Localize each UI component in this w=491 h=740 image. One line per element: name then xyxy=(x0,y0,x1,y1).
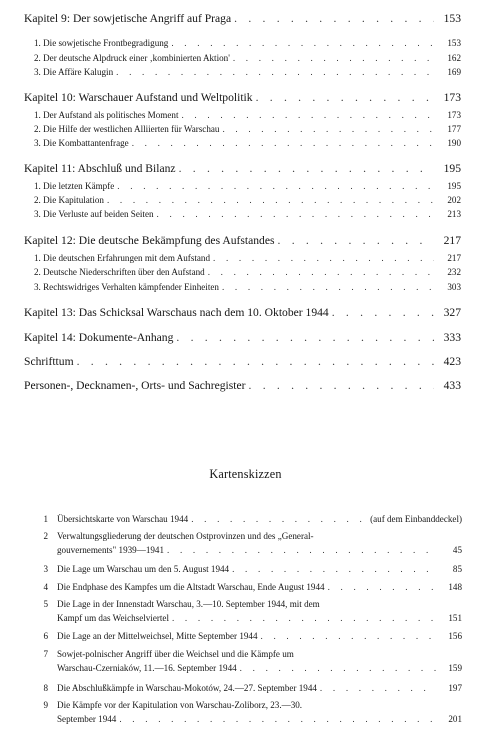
dot-leader xyxy=(233,53,434,63)
map-page: 159 xyxy=(448,663,462,673)
map-page: 197 xyxy=(448,683,462,693)
toc-section-title: 2. Deutsche Niederschriften über den Aufstand xyxy=(34,267,205,277)
toc-section-title: 3. Die Kombattantenfrage xyxy=(34,138,129,148)
toc-section-title: 2. Die Kapitulation xyxy=(34,195,104,205)
map-number: 2 xyxy=(43,531,48,541)
toc-section-10-1 xyxy=(34,110,461,120)
toc-page-number: 153 xyxy=(447,38,461,48)
dot-leader xyxy=(249,379,435,392)
toc-register xyxy=(24,379,461,392)
map-title: Die Endphase des Kampfes um die Altstadt Warschau, Ende August 1944 xyxy=(57,582,325,592)
toc-page-number: 190 xyxy=(447,138,461,148)
dot-leader xyxy=(261,631,437,641)
map-page: 151 xyxy=(448,613,462,623)
dot-leader xyxy=(234,12,434,25)
toc-page-number: 232 xyxy=(447,267,461,277)
map-number: 6 xyxy=(43,631,48,641)
dot-leader xyxy=(172,613,437,623)
toc-chapter-title: Kapitel 14: Dokumente-Anhang xyxy=(24,331,174,344)
map-page: (auf dem Einbanddeckel) xyxy=(370,514,462,524)
map-number: 3 xyxy=(43,564,48,574)
dot-leader xyxy=(320,683,437,693)
dot-leader xyxy=(278,234,435,247)
toc-page-number: 217 xyxy=(447,253,461,263)
dot-leader xyxy=(256,91,434,104)
dot-leader xyxy=(208,267,434,277)
toc-page-number: 153 xyxy=(443,12,461,25)
toc-chapter-title: Schrifttum xyxy=(24,355,74,368)
toc-section-11-3 xyxy=(34,209,461,219)
toc-section-title: 3. Die Affäre Kalugin xyxy=(34,67,114,77)
dot-leader xyxy=(191,514,367,524)
toc-section-10-3 xyxy=(34,138,461,148)
toc-section-11-1 xyxy=(34,181,461,191)
toc-bibliography xyxy=(24,355,461,368)
toc-section-12-3 xyxy=(34,282,461,292)
map-number: 9 xyxy=(43,700,48,710)
map-title: Die Lage an der Mittelweichsel, Mitte September 1944 xyxy=(57,631,258,641)
toc-page-number: 433 xyxy=(443,379,461,392)
toc-page-number: 173 xyxy=(443,91,461,104)
dot-leader xyxy=(167,545,437,555)
map-title: Die Lage um Warschau um den 5. August 1944 xyxy=(57,564,230,574)
dot-leader xyxy=(171,38,434,48)
toc-section-10-2 xyxy=(34,124,461,134)
map-title-line: Die Lage in der Innenstadt Warschau, 3.—10. September 1944, mit dem xyxy=(57,599,320,609)
toc-section-9-3 xyxy=(34,67,461,77)
toc-chapter-9 xyxy=(24,12,461,25)
dot-leader xyxy=(332,306,434,319)
toc-page-number: 213 xyxy=(447,209,461,219)
dot-leader xyxy=(232,564,437,574)
toc-page-number: 195 xyxy=(443,162,461,175)
map-page: 85 xyxy=(452,564,462,574)
dot-leader xyxy=(132,138,434,148)
map-title: Kampf um das Weichselviertel xyxy=(57,613,169,623)
map-number: 4 xyxy=(43,582,48,592)
dot-leader xyxy=(328,582,437,592)
map-page: 45 xyxy=(452,545,462,555)
toc-section-title: 2. Der deutsche Alpdruck einer ‚kombinierten Aktion' xyxy=(34,53,230,63)
dot-leader xyxy=(77,355,434,368)
toc-chapter-13 xyxy=(24,306,461,319)
toc-page-number: 303 xyxy=(447,282,461,292)
map-page: 148 xyxy=(448,582,462,592)
dot-leader xyxy=(117,181,434,191)
map-title: September 1944 xyxy=(57,714,117,724)
toc-section-title: 3. Rechtswidriges Verhalten kämpfender Einheiten xyxy=(34,282,219,292)
map-title: gouvernements" 1939—1941 xyxy=(57,545,165,555)
map-title-line: Die Kämpfe vor der Kapitulation von Warschau-Zoliborz, 23.—30. xyxy=(57,700,303,710)
map-entry-5 xyxy=(57,613,462,623)
maps-heading: Kartenskizzen xyxy=(209,467,282,481)
dot-leader xyxy=(240,663,437,673)
toc-page-number: 173 xyxy=(447,110,461,120)
toc-page-number: 162 xyxy=(447,53,461,63)
map-page: 156 xyxy=(448,631,462,641)
toc-section-title: 1. Der Aufstand als politisches Moment xyxy=(34,110,179,120)
map-number: 5 xyxy=(43,599,48,609)
toc-page-number: 202 xyxy=(447,195,461,205)
toc-section-title: 2. Die Hilfe der westlichen Alliierten für Warschau xyxy=(34,124,220,134)
dot-leader xyxy=(213,253,434,263)
toc-chapter-title: Kapitel 13: Das Schicksal Warschaus nach dem 10. Oktober 1944 xyxy=(24,306,329,319)
toc-section-title: 3. Die Verluste auf beiden Seiten xyxy=(34,209,154,219)
dot-leader xyxy=(181,110,434,120)
toc-chapter-14 xyxy=(24,331,461,344)
toc-page-number: 169 xyxy=(447,67,461,77)
toc-page-number: 195 xyxy=(447,181,461,191)
map-entry-4 xyxy=(57,582,462,592)
toc-chapter-11 xyxy=(24,162,461,175)
map-title: Warschau-Czerniaków, 11.—16. September 1944 xyxy=(57,663,237,673)
map-entry-9 xyxy=(57,714,462,724)
map-title: Übersichtskarte von Warschau 1944 xyxy=(57,514,189,524)
map-entry-3 xyxy=(57,564,462,574)
map-entry-8 xyxy=(57,683,462,693)
toc-chapter-title: Kapitel 11: Abschluß und Bilanz xyxy=(24,162,176,175)
dot-leader xyxy=(107,195,434,205)
map-number: 1 xyxy=(43,514,48,524)
toc-chapter-title: Kapitel 12: Die deutsche Bekämpfung des Aufstandes xyxy=(24,234,275,247)
toc-section-12-2 xyxy=(34,267,461,277)
toc-page-number: 327 xyxy=(443,306,461,319)
toc-chapter-10 xyxy=(24,91,461,104)
toc-chapter-title: Personen-, Decknamen-, Orts- und Sachregister xyxy=(24,379,246,392)
map-number: 7 xyxy=(43,649,48,659)
map-title-line: Sowjet-polnischer Angriff über die Weichsel und die Kämpfe um xyxy=(57,649,294,659)
toc-section-11-2 xyxy=(34,195,461,205)
toc-page-number: 217 xyxy=(443,234,461,247)
toc-section-title: 1. Die deutschen Erfahrungen mit dem Aufstand xyxy=(34,253,211,263)
toc-chapter-12 xyxy=(24,234,461,247)
map-entry-6 xyxy=(57,631,462,641)
dot-leader xyxy=(222,124,434,134)
map-number: 8 xyxy=(43,683,48,693)
toc-page-number: 423 xyxy=(443,355,461,368)
dot-leader xyxy=(157,209,434,219)
toc-section-title: 1. Die sowjetische Frontbegradigung xyxy=(34,38,169,48)
toc-chapter-title: Kapitel 9: Der sowjetische Angriff auf Praga xyxy=(24,12,232,25)
toc-section-title: 1. Die letzten Kämpfe xyxy=(34,181,115,191)
map-page: 201 xyxy=(448,714,462,724)
map-title: Die Abschlußkämpfe in Warschau-Mokotów, 24.—27. September 1944 xyxy=(57,683,317,693)
dot-leader xyxy=(116,67,434,77)
map-title-line: Verwaltungsgliederung der deutschen Ostprovinzen und des „General- xyxy=(57,531,314,541)
toc-section-9-1 xyxy=(34,38,461,48)
map-entry-7 xyxy=(57,663,462,673)
map-entry-2 xyxy=(57,545,462,555)
toc-page-number: 177 xyxy=(447,124,461,134)
dot-leader xyxy=(119,714,437,724)
toc-section-12-1 xyxy=(34,253,461,263)
dot-leader xyxy=(179,162,434,175)
dot-leader xyxy=(222,282,434,292)
toc-page-number: 333 xyxy=(443,331,461,344)
map-entry-1 xyxy=(57,514,462,524)
toc-chapter-title: Kapitel 10: Warschauer Aufstand und Weltpolitik xyxy=(24,91,253,104)
dot-leader xyxy=(176,331,434,344)
toc-section-9-2 xyxy=(34,53,461,63)
